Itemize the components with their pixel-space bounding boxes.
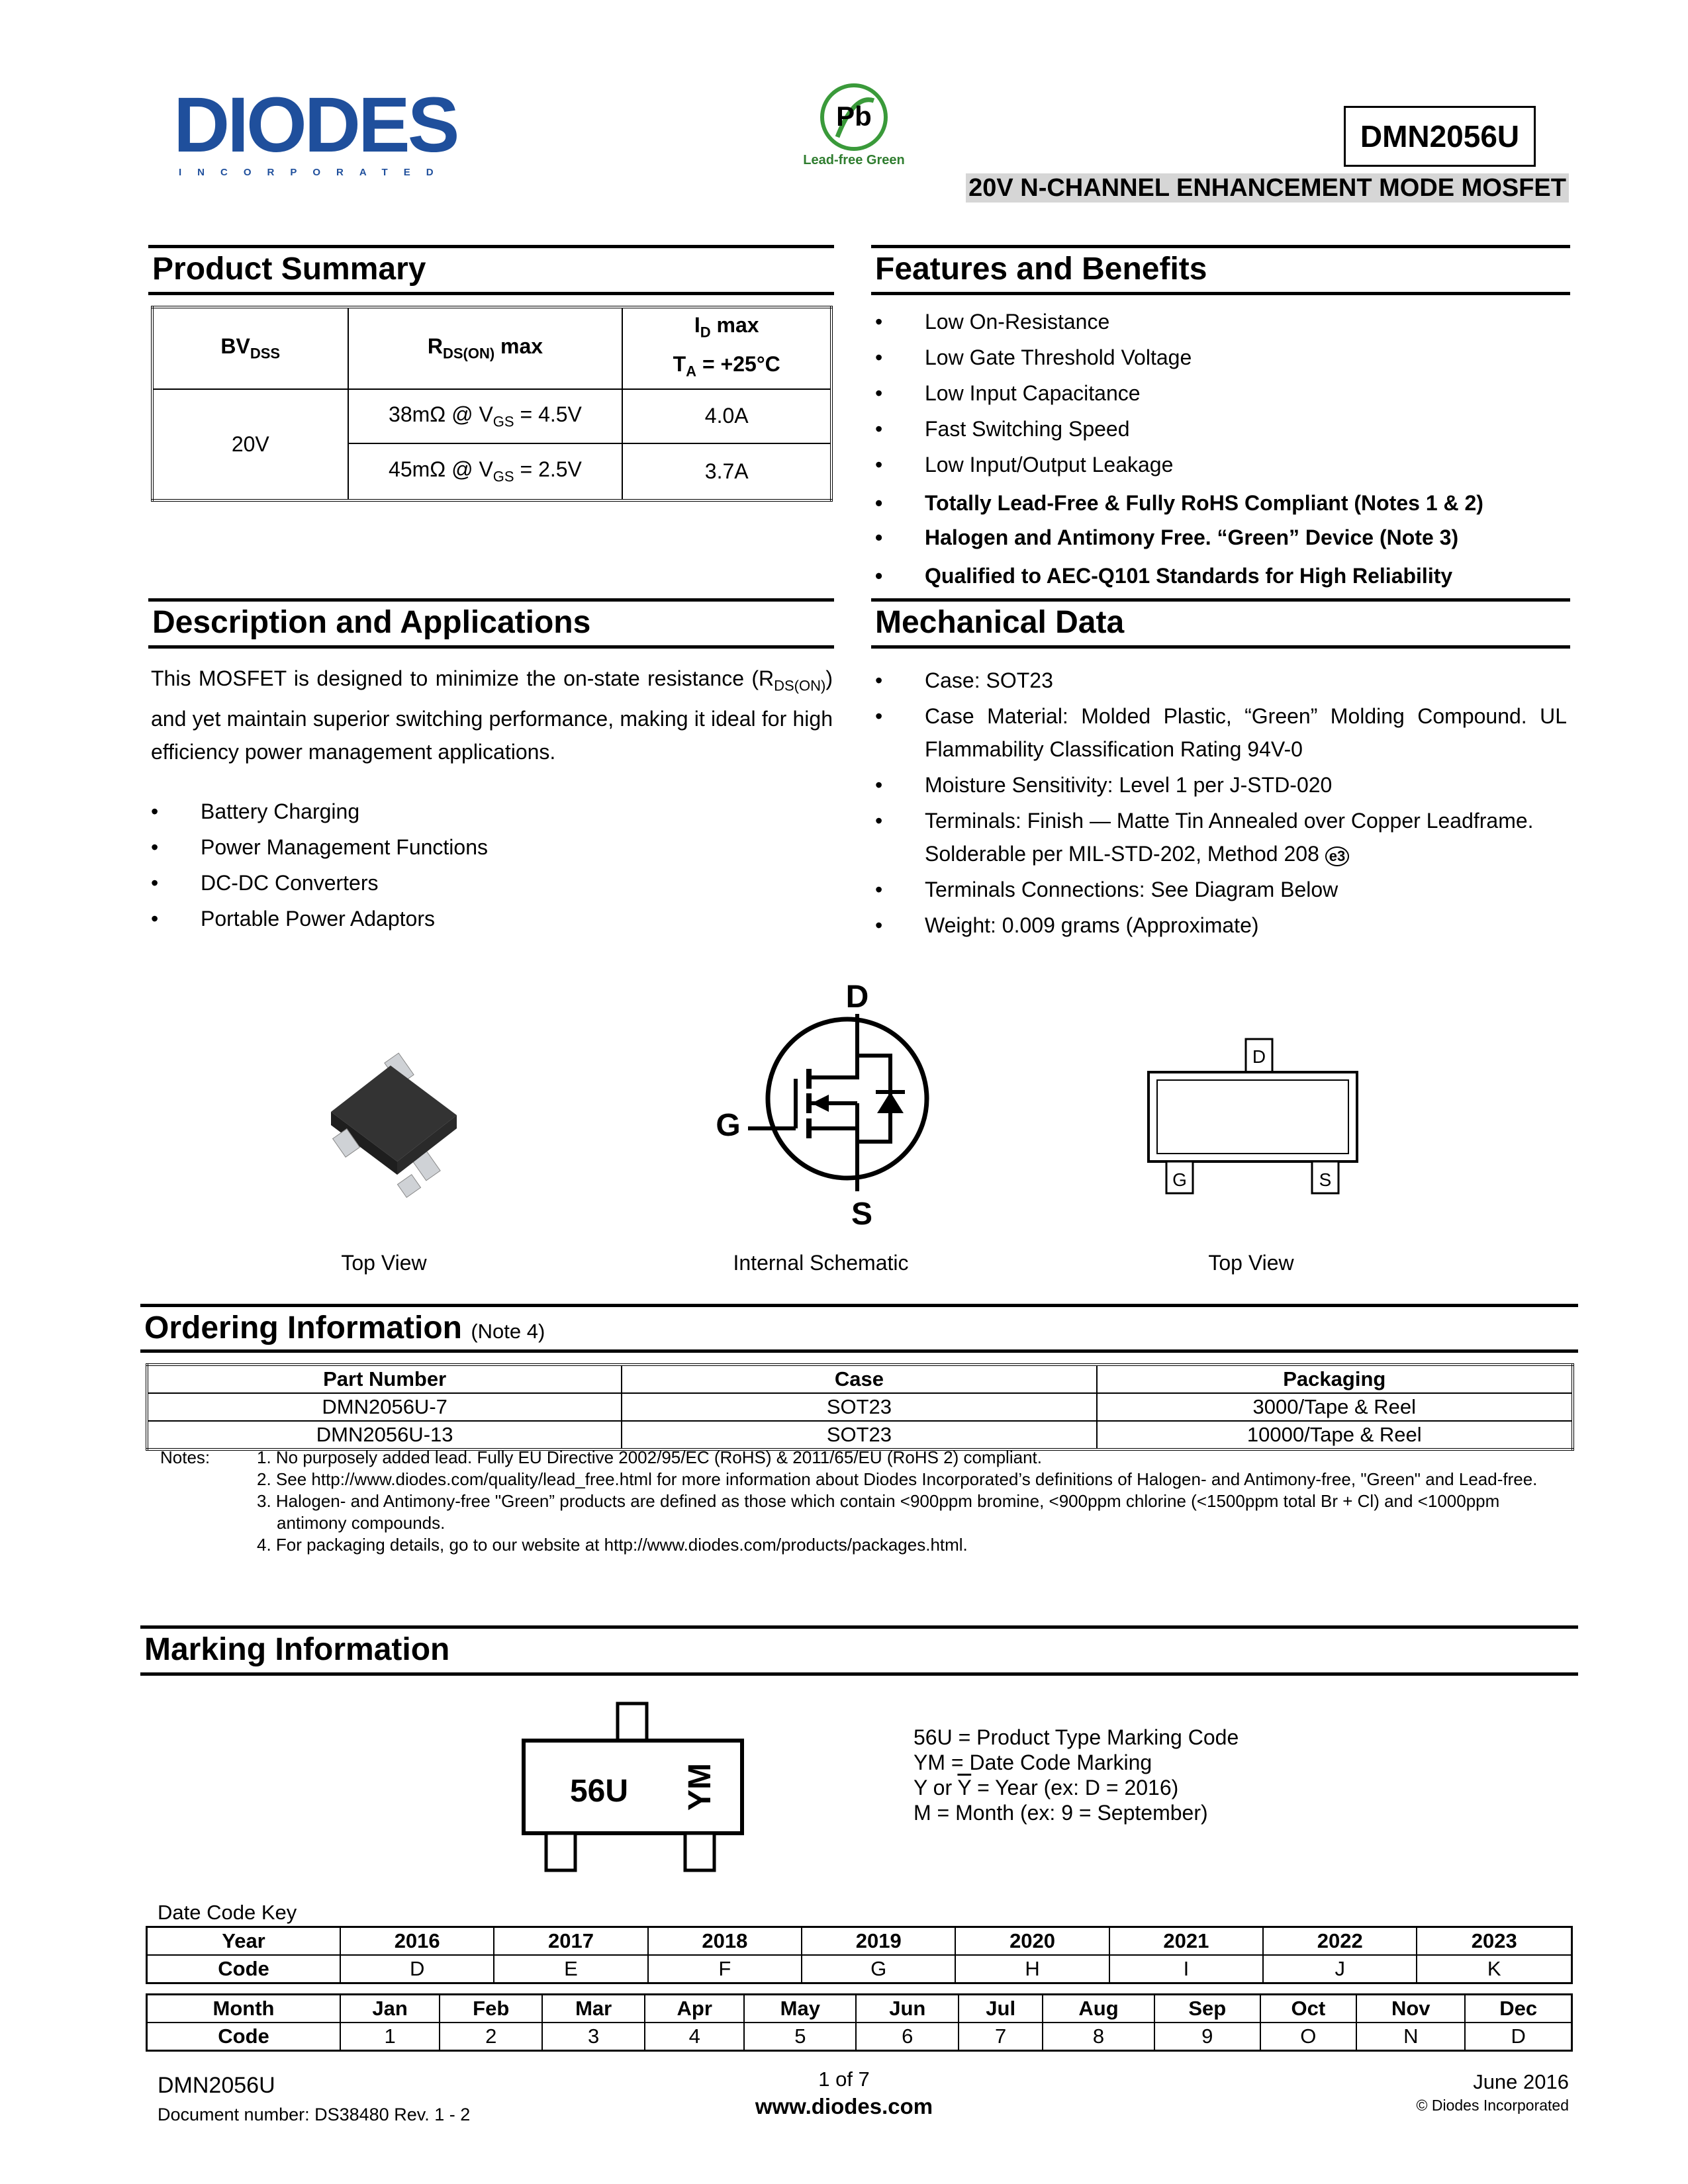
mechanical-item: • Case: SOT23 xyxy=(875,664,1567,697)
feature-item: • Low On-Resistance xyxy=(875,310,1570,345)
year-cell: 2020 xyxy=(955,1927,1109,1956)
marking-code: 56U xyxy=(569,1774,629,1809)
caption-top-view-package: Top View xyxy=(341,1251,427,1275)
feature-item: • Low Input/Output Leakage xyxy=(875,453,1570,491)
application-item: • Power Management Functions xyxy=(151,835,833,871)
mechanical-item: • Weight: 0.009 grams (Approximate) xyxy=(875,909,1567,942)
bv-value: 20V xyxy=(152,389,348,500)
caption-internal-schematic: Internal Schematic xyxy=(733,1251,909,1275)
year-cell: 2019 xyxy=(802,1927,955,1956)
mechanical-item: • Moisture Sensitivity: Level 1 per J-STD-020 xyxy=(875,768,1567,801)
features-list xyxy=(875,310,1570,598)
footer-page: 1 of 7 xyxy=(818,2068,870,2091)
logo-main: DIODES xyxy=(173,81,457,169)
pin-d-label: D xyxy=(845,979,869,1015)
note-item: 2. See http://www.diodes.com/quality/lead_free.html for more information about Diodes Incorporated’s definitions of Halogen- and Antimony-free, "Green" and Lead-free. xyxy=(257,1469,1538,1489)
col-id: $I_D$ max $T_A = +25^\circ C$ xyxy=(622,307,831,389)
feature-item: • Halogen and Antimony Free. “Green” Device (Note 3) xyxy=(875,525,1570,564)
description-heading: Description and Applications xyxy=(148,598,834,649)
legend-line: Y or $\overline{Y}$ = Year (ex: D = 2016) xyxy=(914,1776,1179,1799)
feature-item: • Low Gate Threshold Voltage xyxy=(875,345,1570,381)
month-code-cell: 6 xyxy=(856,2023,959,2051)
col-rds: $R_{DS(ON)}$ max xyxy=(348,307,623,389)
code-label: Code xyxy=(147,2023,341,2051)
month-cell: Apr xyxy=(645,1995,744,2023)
packaging-cell: 10000/Tape & Reel xyxy=(1097,1421,1573,1449)
lead-free-green-logo xyxy=(791,81,917,168)
marking-diagram xyxy=(520,1701,751,1880)
month-cell: Dec xyxy=(1465,1995,1571,2023)
e3-icon: e3 xyxy=(1325,846,1349,866)
part-number-cell: DMN2056U-7 xyxy=(147,1393,622,1421)
marking-ym: YM xyxy=(682,1763,718,1811)
year-code-cell: F xyxy=(648,1955,802,1983)
internal-schematic xyxy=(695,973,947,1238)
feature-item: • Totally Lead-Free & Fully RoHS Compliant (Notes 1 & 2) xyxy=(875,491,1570,525)
pkg-pin-d: D xyxy=(1252,1046,1266,1067)
year-cell: 2023 xyxy=(1417,1927,1571,1956)
year-cell: 2022 xyxy=(1263,1927,1417,1956)
application-item: • Battery Charging xyxy=(151,799,833,835)
legend-line: YM = Date Code Marking xyxy=(914,1751,1152,1774)
month-code-cell: 1 xyxy=(340,2023,440,2051)
year-code-cell: I xyxy=(1109,1955,1263,1983)
notes-list xyxy=(257,1447,1554,1556)
footer-copyright: © Diodes Incorporated xyxy=(1416,2097,1569,2114)
month-code-cell: 2 xyxy=(440,2023,542,2051)
table-row xyxy=(147,1421,1573,1449)
year-cell: 2018 xyxy=(648,1927,802,1956)
month-cell: Oct xyxy=(1260,1995,1357,2023)
ordering-col-header: Packaging xyxy=(1097,1365,1573,1393)
pin-g-label: G xyxy=(716,1108,741,1143)
part-number-cell: DMN2056U-13 xyxy=(147,1421,622,1449)
month-code-cell: 9 xyxy=(1154,2023,1260,2051)
month-cell: Jun xyxy=(856,1995,959,2023)
month-cell: Nov xyxy=(1356,1995,1465,2023)
month-code-cell: 8 xyxy=(1043,2023,1154,2051)
applications-list xyxy=(151,799,833,942)
month-code-cell: 7 xyxy=(959,2023,1043,2051)
table-row xyxy=(147,1393,1573,1421)
month-code-cell: N xyxy=(1356,2023,1465,2051)
ordering-col-header: Case xyxy=(622,1365,1096,1393)
year-cell: 2021 xyxy=(1109,1927,1263,1956)
legend-line: M = Month (ex: 9 = September) xyxy=(914,1801,1208,1825)
marking-legend xyxy=(914,1725,1239,1825)
month-cell: Jul xyxy=(959,1995,1043,2023)
logo-sub: INCORPORATED xyxy=(179,167,449,178)
device-subtitle: 20V N-CHANNEL ENHANCEMENT MODE MOSFET xyxy=(966,173,1569,203)
year-code-cell: K xyxy=(1417,1955,1571,1983)
code-label: Code xyxy=(147,1955,341,1983)
year-code-cell: J xyxy=(1263,1955,1417,1983)
application-item: • Portable Power Adaptors xyxy=(151,907,833,942)
month-cell: Mar xyxy=(542,1995,645,2023)
rds-value: 45mΩ @ $V_{GS} = 2.5V$ xyxy=(348,443,623,500)
year-cell: 2016 xyxy=(340,1927,494,1956)
product-summary-heading: Product Summary xyxy=(148,245,834,295)
product-summary-table xyxy=(151,306,833,502)
id-value: 4.0A xyxy=(622,389,831,443)
footer-part: DMN2056U xyxy=(158,2073,275,2098)
note-item: 3. Halogen- and Antimony-free "Green” products are defined as those which contain <900ppm bromine, <900ppm chlorine (<1500ppm total Br + Cl) and <1000ppm antimony compounds. xyxy=(257,1491,1500,1533)
caption-top-view-pinout: Top View xyxy=(1208,1251,1294,1275)
pin-s-label: S xyxy=(851,1197,873,1232)
case-cell: SOT23 xyxy=(622,1421,1096,1449)
rds-value: 38mΩ @ $V_{GS} = 4.5V$ xyxy=(348,389,623,443)
note-item: 4. For packaging details, go to our website at http://www.diodes.com/products/packages.html. xyxy=(257,1535,968,1555)
month-code-cell: O xyxy=(1260,2023,1357,2051)
note-item: 1. No purposely added lead. Fully EU Directive 2002/95/EC (RoHS) & 2011/65/EU (RoHS 2) compliant. xyxy=(257,1447,1042,1467)
year-code-cell: G xyxy=(802,1955,955,1983)
footer-website: www.diodes.com xyxy=(755,2094,933,2118)
feature-item: • Low Input Capacitance xyxy=(875,381,1570,417)
case-cell: SOT23 xyxy=(622,1393,1096,1421)
mechanical-heading: Mechanical Data xyxy=(871,598,1570,649)
year-code-cell: E xyxy=(494,1955,647,1983)
part-number-box: DMN2056U xyxy=(1344,106,1536,167)
month-cell: Feb xyxy=(440,1995,542,2023)
month-label: Month xyxy=(147,1995,341,2023)
year-code-table xyxy=(146,1926,1573,1984)
application-item: • DC-DC Converters xyxy=(151,871,833,907)
marking-heading: Marking Information xyxy=(140,1625,1578,1676)
year-cell: 2017 xyxy=(494,1927,647,1956)
ordering-col-header: Part Number xyxy=(147,1365,622,1393)
month-cell: May xyxy=(744,1995,856,2023)
pkg-pin-g: G xyxy=(1172,1169,1187,1190)
mechanical-list xyxy=(875,664,1567,942)
mechanical-item: • Terminals Connections: See Diagram Below xyxy=(875,873,1567,906)
pinout-diagram xyxy=(1139,1032,1364,1198)
col-bv: $BV_{DSS}$ xyxy=(152,307,348,389)
year-code-cell: D xyxy=(340,1955,494,1983)
ordering-table xyxy=(146,1363,1574,1451)
company-logo xyxy=(173,81,457,178)
feature-item: • Fast Switching Speed xyxy=(875,417,1570,453)
notes-label: Notes: xyxy=(160,1447,211,1467)
year-code-cell: H xyxy=(955,1955,1109,1983)
month-code-cell: 5 xyxy=(744,2023,856,2051)
packaging-cell: 3000/Tape & Reel xyxy=(1097,1393,1573,1421)
feature-item: • Qualified to AEC-Q101 Standards for High Reliability xyxy=(875,564,1570,598)
month-cell: Aug xyxy=(1043,1995,1154,2023)
pkg-pin-s: S xyxy=(1319,1169,1332,1190)
mechanical-item: • Terminals: Finish — Matte Tin Annealed over Copper Leadframe. Solderable per MIL-STD-202, Method 208 e3 xyxy=(875,804,1567,870)
features-heading: Features and Benefits xyxy=(871,245,1570,295)
pb-caption: Lead-free Green xyxy=(803,153,905,167)
mechanical-item: • Case Material: Molded Plastic, “Green” Molding Compound. UL Flammability Classification Rating 94V-0 xyxy=(875,700,1567,766)
month-cell: Sep xyxy=(1154,1995,1260,2023)
month-cell: Jan xyxy=(340,1995,440,2023)
pb-text: Pb xyxy=(836,101,872,132)
pb-free-icon xyxy=(818,81,890,154)
footer-doc-number: Document number: DS38480 Rev. 1 - 2 xyxy=(158,2105,471,2124)
legend-line: 56U = Product Type Marking Code xyxy=(914,1725,1239,1749)
description-paragraph: This MOSFET is designed to minimize the on-state resistance $(R_{DS(ON)})$ and yet maintain superior switching performance, making it ideal for high efficiency power management applications. xyxy=(151,666,833,764)
month-code-cell: 4 xyxy=(645,2023,744,2051)
date-code-key-label: Date Code Key xyxy=(158,1901,297,1924)
month-code-table xyxy=(146,1993,1573,2052)
ordering-heading: Ordering Information (Note 4) xyxy=(140,1304,1578,1353)
month-code-cell: D xyxy=(1465,2023,1571,2051)
year-label: Year xyxy=(147,1927,341,1956)
sot23-package-image xyxy=(318,1052,470,1198)
footer-date: June 2016 xyxy=(1473,2070,1569,2093)
id-value: 3.7A xyxy=(622,443,831,500)
month-code-cell: 3 xyxy=(542,2023,645,2051)
